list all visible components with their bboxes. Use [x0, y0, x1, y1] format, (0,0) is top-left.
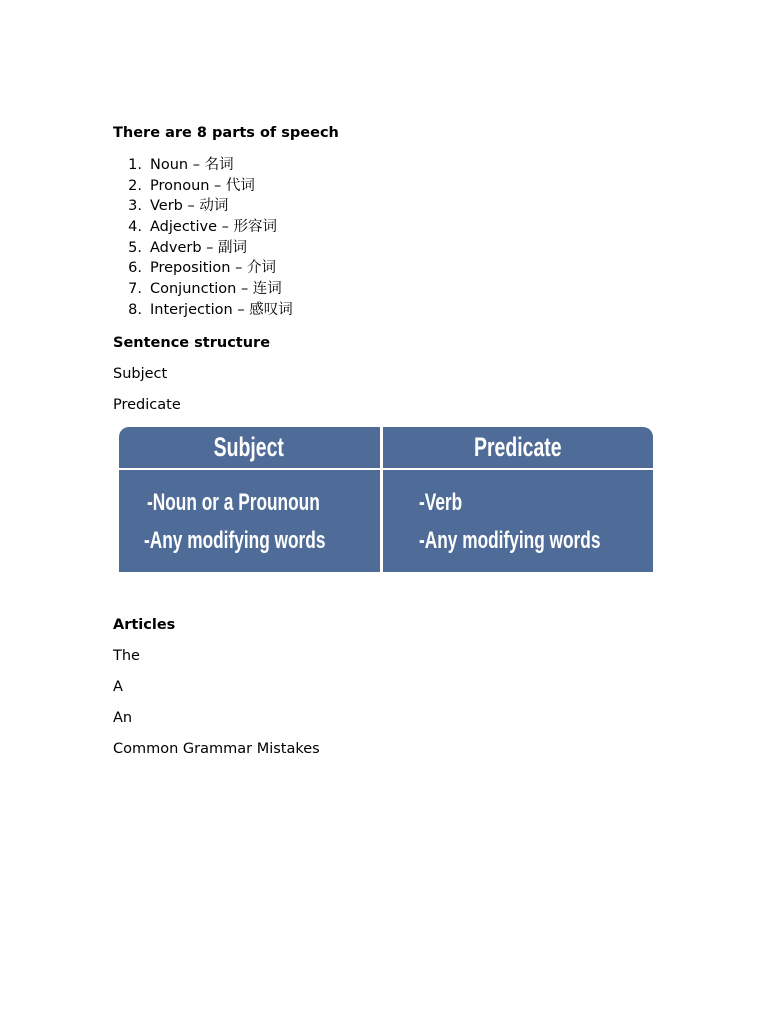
parts-of-speech-list [113, 155, 658, 321]
list-item-text: Noun – 名词 [150, 157, 234, 173]
list-number: 3. [128, 198, 142, 215]
list-item [113, 155, 658, 176]
list-item [113, 258, 658, 279]
articles-section [113, 616, 658, 758]
subject-column-header [119, 427, 381, 469]
subject-cell [119, 469, 381, 572]
list-number: 4. [128, 219, 142, 236]
predicate-header-label: Predicate [473, 431, 562, 462]
predicate-cell-line: -Any modifying words [418, 526, 600, 554]
sentence-structure-figure [119, 427, 653, 572]
articles-heading: Articles [113, 616, 176, 633]
table-row [119, 469, 653, 572]
article-item: The [113, 647, 140, 664]
list-item [113, 238, 658, 259]
table-header-row [119, 427, 653, 469]
list-item [113, 217, 658, 238]
subject-cell-line: -Any modifying words [144, 526, 326, 554]
predicate-text: Predicate [113, 396, 181, 413]
predicate-cell-line: -Verb [418, 488, 462, 516]
article-item: A [113, 678, 123, 695]
subject-cell-line: -Noun or a Prounoun [147, 488, 320, 516]
predicate-cell [381, 469, 653, 572]
list-item-text: Verb – 动词 [150, 198, 229, 215]
parts-of-speech-heading: There are 8 parts of speech [113, 125, 339, 141]
list-item [113, 300, 658, 321]
list-item-text: Pronoun – 代词 [150, 177, 255, 194]
article-item: An [113, 709, 133, 726]
list-number: 1. [128, 157, 142, 173]
predicate-column-header [381, 427, 653, 469]
document-page [113, 124, 658, 758]
list-item-text: Preposition – 介词 [150, 260, 276, 277]
sentence-structure-heading: Sentence structure [113, 334, 271, 351]
subject-text: Subject [113, 365, 168, 382]
list-item [113, 176, 658, 197]
list-item-text: Interjection – 感叹词 [150, 301, 293, 318]
list-number: 8. [128, 301, 142, 318]
subject-header-label: Subject [214, 431, 285, 462]
list-number: 2. [128, 177, 142, 194]
list-number: 5. [128, 239, 142, 256]
list-item-text: Conjunction – 连词 [150, 281, 282, 298]
list-number: 7. [128, 281, 142, 298]
list-number: 6. [128, 260, 142, 277]
list-item [113, 196, 658, 217]
common-mistakes-text: Common Grammar Mistakes [113, 740, 320, 757]
list-item-text: Adjective – 形容词 [150, 219, 277, 236]
list-item-text: Adverb – 副词 [150, 239, 248, 256]
subject-predicate-table [119, 427, 653, 572]
list-item [113, 279, 658, 300]
